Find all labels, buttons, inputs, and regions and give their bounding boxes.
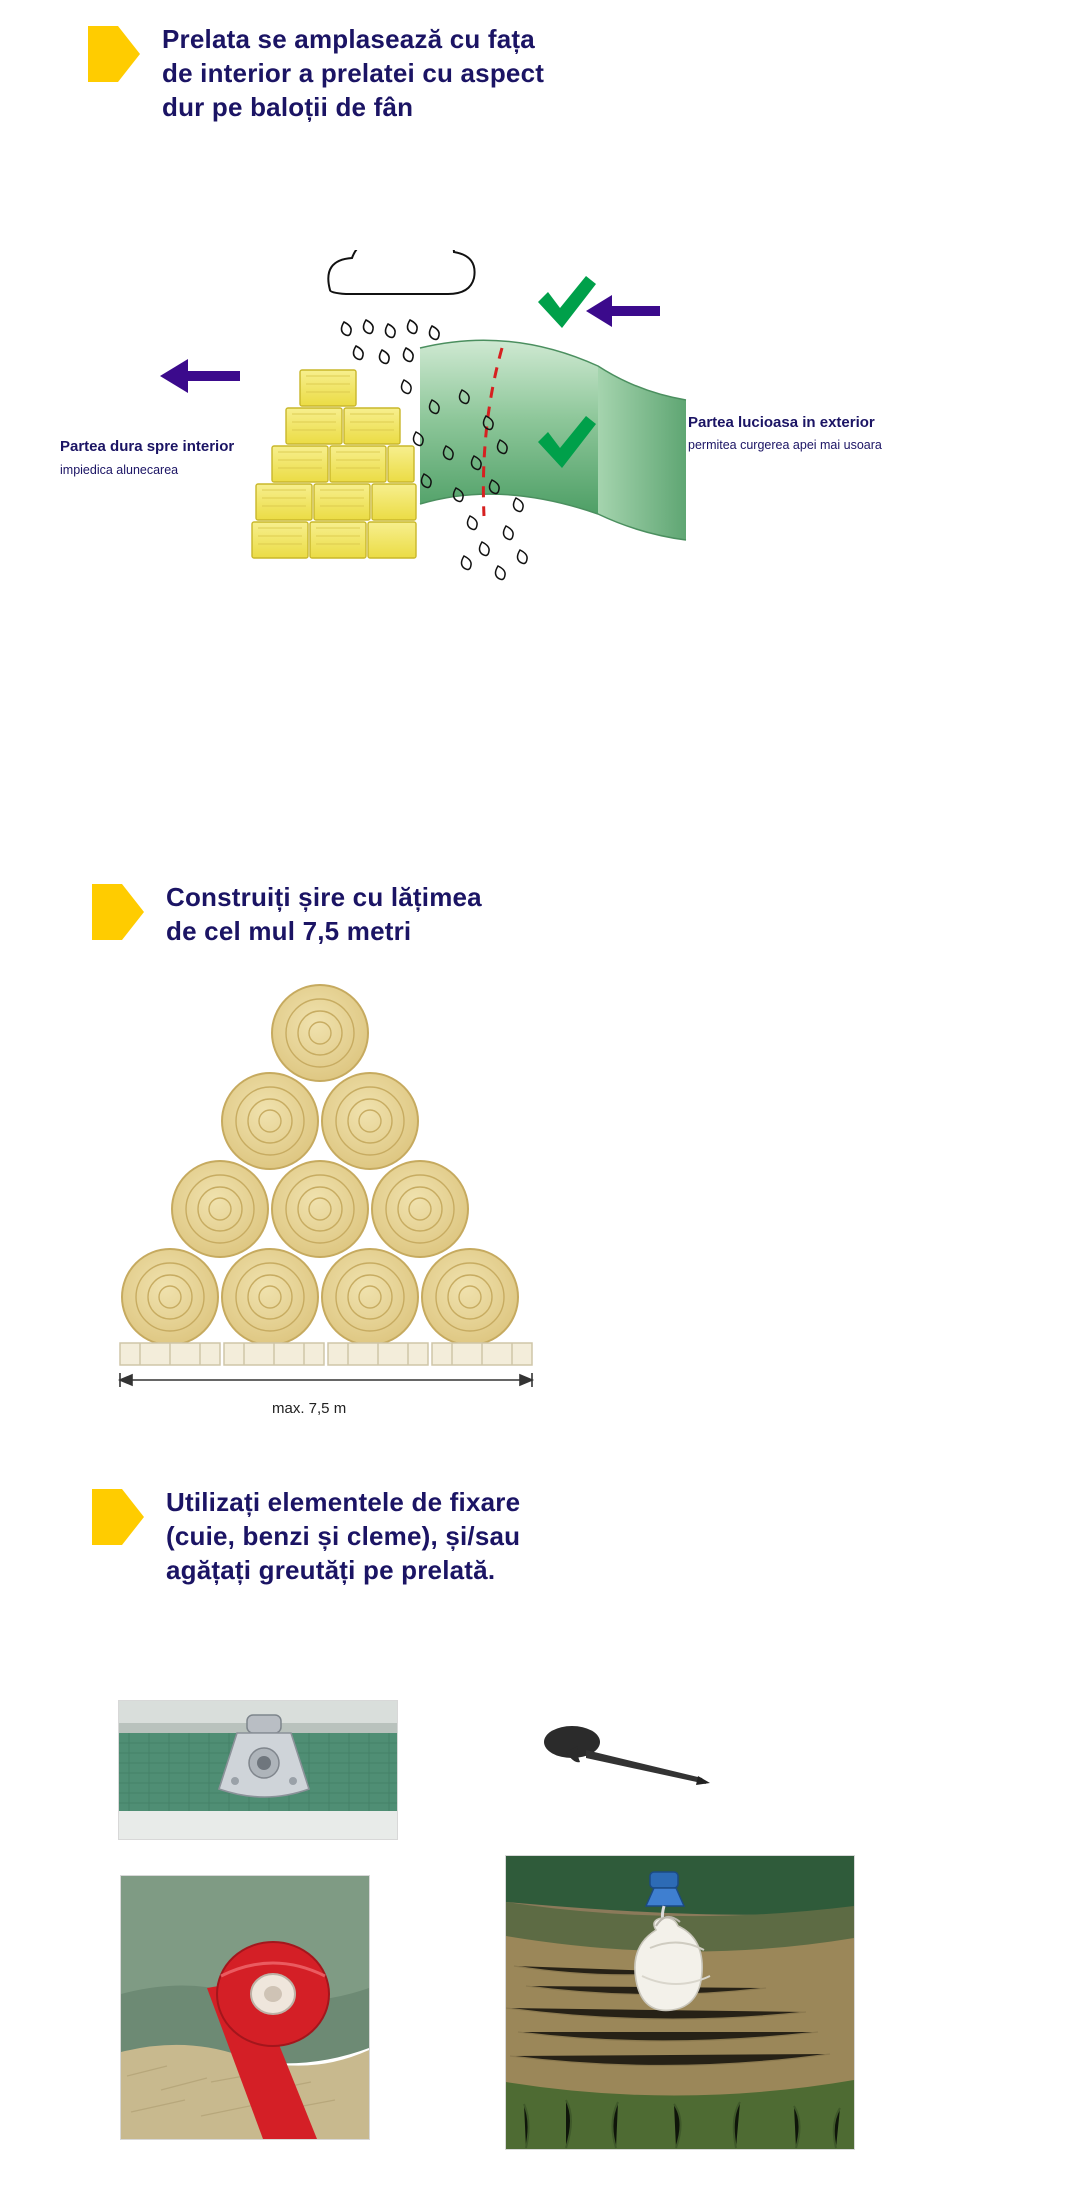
photo-red-strap	[120, 1875, 370, 2140]
chevron-right-icon	[92, 1487, 144, 1547]
section-3-heading-text	[166, 1485, 520, 1587]
label-left-sub: impiedica alunecarea	[60, 463, 179, 477]
heading-line: Prelata se amplasează cu fața	[162, 24, 535, 54]
bale-stack-tarp-illustration	[0, 250, 1080, 610]
section-2-heading	[92, 880, 482, 948]
section-1-heading-text	[162, 22, 544, 124]
label-right-title: Partea lucioasa in exterior	[688, 414, 875, 431]
chevron-right-icon	[92, 882, 144, 942]
dimension-label: max. 7,5 m	[272, 1400, 347, 1417]
section-2-heading-text	[166, 880, 482, 948]
round-bale-pyramid-illustration	[0, 975, 1080, 1435]
photo-clamp	[118, 1700, 398, 1840]
heading-line: Construiți șire cu lățimea	[166, 882, 482, 912]
heading-line: (cuie, benzi și cleme), și/sau	[166, 1521, 521, 1551]
hay-bale-stack	[252, 370, 416, 558]
section-3-heading	[92, 1485, 520, 1587]
cloud-icon	[328, 250, 474, 294]
label-left-title: Partea dura spre interior	[60, 438, 235, 455]
dimension-arrow	[120, 1373, 532, 1387]
label-right-sub: permitea curgerea apei mai usoara	[688, 438, 882, 452]
pallet-row	[120, 1343, 532, 1365]
section-1-heading	[88, 22, 544, 124]
heading-line: dur pe baloții de fân	[162, 92, 414, 122]
heading-line: de cel mul 7,5 metri	[166, 916, 412, 946]
round-bale	[122, 985, 518, 1345]
chevron-right-icon	[88, 24, 140, 84]
photo-ground-peg	[530, 1700, 730, 1820]
heading-line: Utilizați elementele de fixare	[166, 1487, 521, 1517]
photo-hanging-weight	[505, 1855, 855, 2150]
strap-roll-icon	[217, 1942, 329, 2046]
heading-line: agățați greutăți pe prelată.	[166, 1555, 496, 1585]
heading-line: de interior a prelatei cu aspect	[162, 58, 545, 88]
